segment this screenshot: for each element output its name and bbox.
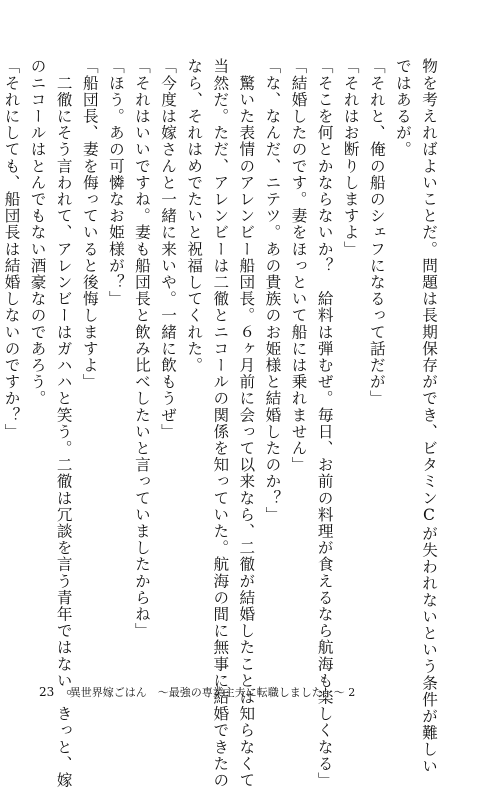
text-line: 「な、なんだ、ニテツ。あの貴族のお姫様と結婚したのか？」	[263, 58, 282, 523]
text-line: 「船団長、妻を侮っていると後悔しますよ」	[80, 58, 99, 390]
running-title: 異世界嫁ごはん ～最強の専業主夫に転職しました！～ 2	[69, 686, 356, 699]
text-line: 「それはお断りしますよ」	[341, 58, 360, 258]
text-line: ではあるが。	[393, 58, 412, 158]
text-line: なら、それはめでたいと祝福してくれた。	[185, 58, 204, 374]
text-line: 当然だ。ただ、アレンビーは二徹とニコールの関係を知っていた。航海の間に無事に結婚できたの	[211, 58, 230, 788]
text-line: 「今度は嫁さんと一緒に来いや。一緒に飲もうぜ」	[159, 58, 178, 440]
text-line: のニコールはとんでもない酒豪なのであろう。	[28, 58, 47, 407]
text-line: 「それにしても、船団長は結婚しないのですか？」	[2, 58, 21, 440]
text-line: 「結婚したのです。妻をほっといて船には乗れません」	[289, 58, 308, 473]
page-number: 23	[39, 685, 55, 699]
text-line: 「それはいいですね。妻も船団長と飲み比べしたいと言っていましたからね」	[132, 58, 151, 639]
text-line: 二徹にそう言われて、アレンビーはガハハと笑う。二徹は冗談を言う青年ではない。きっと、嫁	[54, 58, 73, 788]
page-footer	[39, 685, 355, 700]
text-line: 驚いた表情のアレンビー船団長。６ヶ月前に会って以来なら、二徹が結婚したことは知らなくて	[237, 58, 256, 788]
text-line: 物を考えればよいことだ。問題は長期保存ができ、ビタミンCが失われないという条件が難しい	[420, 58, 438, 775]
text-line: 「そこを何とかならないか？ 給料は弾むぜ。毎日、お前の料理が食えるなら航海も楽しくなる」	[315, 58, 334, 788]
text-line: 「ほう。あの可憐なお姫様が？」	[106, 58, 125, 307]
text-line: 「それと、俺の船のシェフになるって話だが」	[367, 58, 386, 407]
